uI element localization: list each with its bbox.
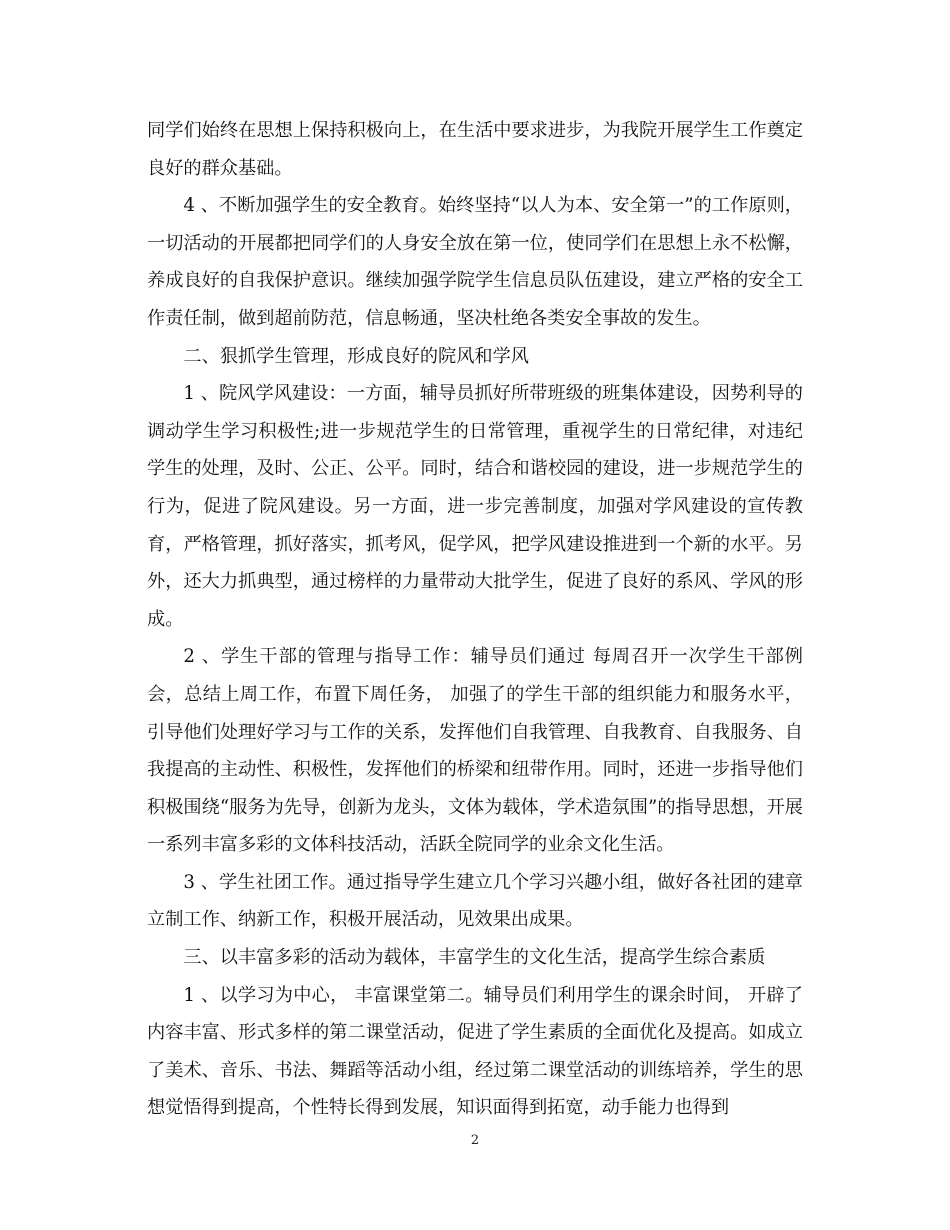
paragraph-5: 3 、学生社团工作。通过指导学生建立几个学习兴趣小组，做好各社团的建章立制工作、纳新工作，积极开展活动，见效果出成果。: [147, 871, 803, 931]
paragraph-6: 1 、以学习为中心， 丰富课堂第二。辅导员们利用学生的课余时间， 开辟了内容丰富、形式多样的第二课堂活动，促进了学生素质的全面优化及提高。如成立了美术、音乐、书法、舞蹈等活动小组，经过第二课堂活动的训练培养，学生的思想觉悟得到提高，个性特长得到发展，知识面得到拓宽，动手能力也得到: [147, 984, 803, 1119]
section-heading-2: 二、狠抓学生管理，形成良好的院风和学风: [183, 345, 529, 367]
paragraph-3: 1 、院风学风建设：一方面，辅导员抓好所带班级的班集体建设，因势利导的调动学生学习积极性;进一步规范学生的日常管理，重视学生的日常纪律，对违纪学生的处理，及时、公正、公平。同时，结合和谐校园的建设，进一步规范学生的行为，促进了院风建设。另一方面，进一步完善制度，加强对学风建设的宣传教育，严格管理，抓好落实，抓考风，促学风，把学风建设推进到一个新的水平。另外，还大力抓典型，通过榜样的力量带动大批学生，促进了良好的系风、学风的形成。: [147, 383, 803, 630]
section-heading-3: 三、以丰富多彩的活动为载体，丰富学生的文化生活，提高学生综合素质: [183, 947, 766, 969]
paragraph-4: 2 、学生干部的管理与指导工作：辅导员们通过 每周召开一次学生干部例会，总结上周工作，布置下周任务， 加强了的学生干部的组织能力和服务水平，引导他们处理好学习与工作的关系，发挥他们自我管理、自我教育、自我服务、自我提高的主动性、积极性，发挥他们的桥梁和纽带作用。同时，还进一步指导他们积极围绕“服务为先导，创新为龙头，文体为载体，学术造氛围”的指导思想，开展一系列丰富多彩的文体科技活动，活跃全院同学的业余文化生活。: [147, 646, 803, 856]
paragraph-2: 4 、不断加强学生的安全教育。始终坚持“以人为本、安全第一”的工作原则，一切活动的开展都把同学们的人身安全放在第一位，使同学们在思想上永不松懈，养成良好的自我保护意识。继续加强学院学生信息员队伍建设，建立严格的安全工作责任制，做到超前防范，信息畅通，坚决杜绝各类安全事故的发生。: [147, 195, 803, 329]
paragraph-1: 同学们始终在思想上保持积极向上，在生活中要求进步，为我院开展学生工作奠定良好的群众基础。: [147, 120, 803, 179]
page-number: 2: [470, 1133, 480, 1148]
document-page-body: [147, 112, 803, 1127]
